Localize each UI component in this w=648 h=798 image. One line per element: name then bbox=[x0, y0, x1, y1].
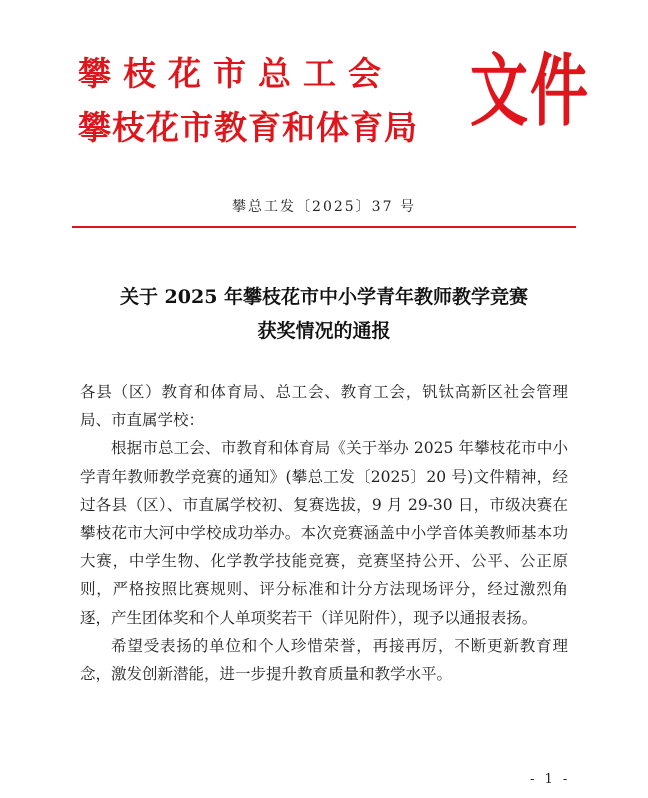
addressee-paragraph: 各县（区）教育和体育局、总工会、教育工会，钒钛高新区社会管理局、市直属学校： bbox=[80, 383, 568, 430]
document-type-label: 文件 bbox=[470, 45, 591, 138]
document-number: 攀总工发〔2025〕37 号 bbox=[232, 199, 416, 215]
document-title-line1: 关于 2025 年攀枝花市中小学青年教师教学竞赛 bbox=[119, 286, 529, 308]
document-title-line2: 获奖情况的通报 bbox=[257, 320, 391, 342]
issuer-federation-of-trade-unions: 攀枝花市总工会 bbox=[78, 54, 393, 93]
body-paragraph-2: 希望受表扬的单位和个人珍惜荣誉，再接再厉，不断更新教育理念，激发创新潜能，进一步提升教育质量和教学水平。 bbox=[80, 636, 568, 684]
issuer-education-sports-bureau: 攀枝花市教育和体育局 bbox=[78, 108, 418, 147]
red-divider-line bbox=[72, 226, 576, 228]
document-body bbox=[80, 378, 568, 688]
document-header bbox=[78, 36, 591, 156]
page-number: - 1 - bbox=[530, 772, 571, 787]
body-paragraph-1: 根据市总工会、市教育和体育局《关于举办 2025 年攀枝花市中小学青年教师教学竞赛的通知》(攀总工发〔2025〕20 号)文件精神，经过各县（区）、市直属学校初、复赛选拔，9 月 29-30 日，市级决赛在攀枝花市大河中学校成功举办。本次竞赛涵盖中小学音体美教师基本功大赛，中学生物、化学教学技能竞赛，竞赛坚持公开、公平、公正原则，严格按照比赛规则、评分标准和计分方法现场评分，经过激烈角逐，产生团体奖和个人单项奖若干（详见附件），现予以通报表扬。 bbox=[80, 439, 568, 627]
